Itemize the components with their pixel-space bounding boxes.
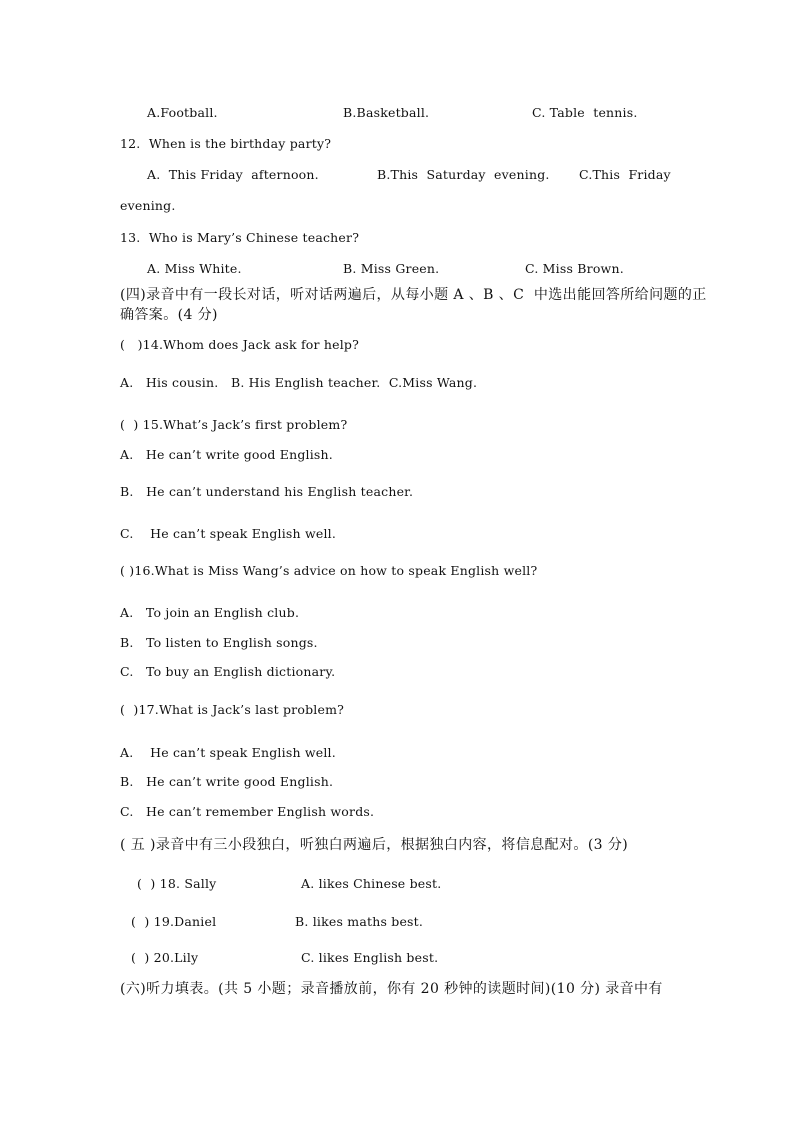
q16-option-b: B. To listen to English songs. xyxy=(120,635,318,650)
section6-heading: (六)听力填表。(共 5 小题；录音播放前，你有 20 秒钟的读题时间)(10 分) 录音中有 xyxy=(120,981,663,997)
q15-option-a: A. He can’t write good English. xyxy=(120,447,333,462)
q12-option-a: A. This Friday afternoon. xyxy=(147,167,319,182)
q13-option-b: B. Miss Green. xyxy=(343,261,440,276)
q17-question: ( )17.What is Jack’s last problem? xyxy=(120,702,345,717)
section4-heading-line1: (四)录音中有一段长对话，听对话两遍后，从每小题 A 、B 、C 中选出能回答所给问题的正 xyxy=(120,287,707,303)
q16-option-a: A. To join an English club. xyxy=(120,605,300,620)
q12-question: 12. When is the birthday party? xyxy=(120,136,332,151)
match-item-18: ( ) 18. Sally xyxy=(137,876,217,891)
q13-question: 13. Who is Mary’s Chinese teacher? xyxy=(120,230,360,245)
q17-option-a: A. He can’t speak English well. xyxy=(120,745,336,760)
match-item-19: ( ) 19.Daniel xyxy=(131,914,217,929)
q15-option-c: C. He can’t speak English well. xyxy=(120,526,337,541)
q14-options: A. His cousin. B. His English teacher. C.Miss Wang. xyxy=(120,375,478,390)
q13-option-c: C. Miss Brown. xyxy=(525,261,624,276)
match-choice-c: C. likes English best. xyxy=(301,950,439,965)
q12-option-c-wrap: evening. xyxy=(120,198,176,213)
q11-option-b: B.Basketball. xyxy=(343,105,430,120)
q15-option-b: B. He can’t understand his English teacher. xyxy=(120,484,414,499)
match-choice-b: B. likes maths best. xyxy=(295,914,424,929)
q11-option-c: C. Table tennis. xyxy=(532,105,638,120)
q15-question: ( ) 15.What’s Jack’s first problem? xyxy=(120,417,348,432)
q11-option-a: A.Football. xyxy=(147,105,218,120)
section4-heading-line2: 确答案。(4 分) xyxy=(120,307,218,323)
match-item-20: ( ) 20.Lily xyxy=(131,950,199,965)
match-choice-a: A. likes Chinese best. xyxy=(301,876,442,891)
q17-option-c: C. He can’t remember English words. xyxy=(120,804,375,819)
q13-option-a: A. Miss White. xyxy=(147,261,242,276)
section5-heading: ( 五 )录音中有三小段独白，听独白两遍后，根据独白内容，将信息配对。(3 分) xyxy=(120,837,629,853)
q12-option-c: C.This Friday xyxy=(579,167,671,182)
q14-question: ( )14.Whom does Jack ask for help? xyxy=(120,337,359,352)
q17-option-b: B. He can’t write good English. xyxy=(120,774,334,789)
q16-option-c: C. To buy an English dictionary. xyxy=(120,664,336,679)
q12-option-b: B.This Saturday evening. xyxy=(377,167,550,182)
q16-question: ( )16.What is Miss Wang’s advice on how to speak English well? xyxy=(120,563,538,578)
